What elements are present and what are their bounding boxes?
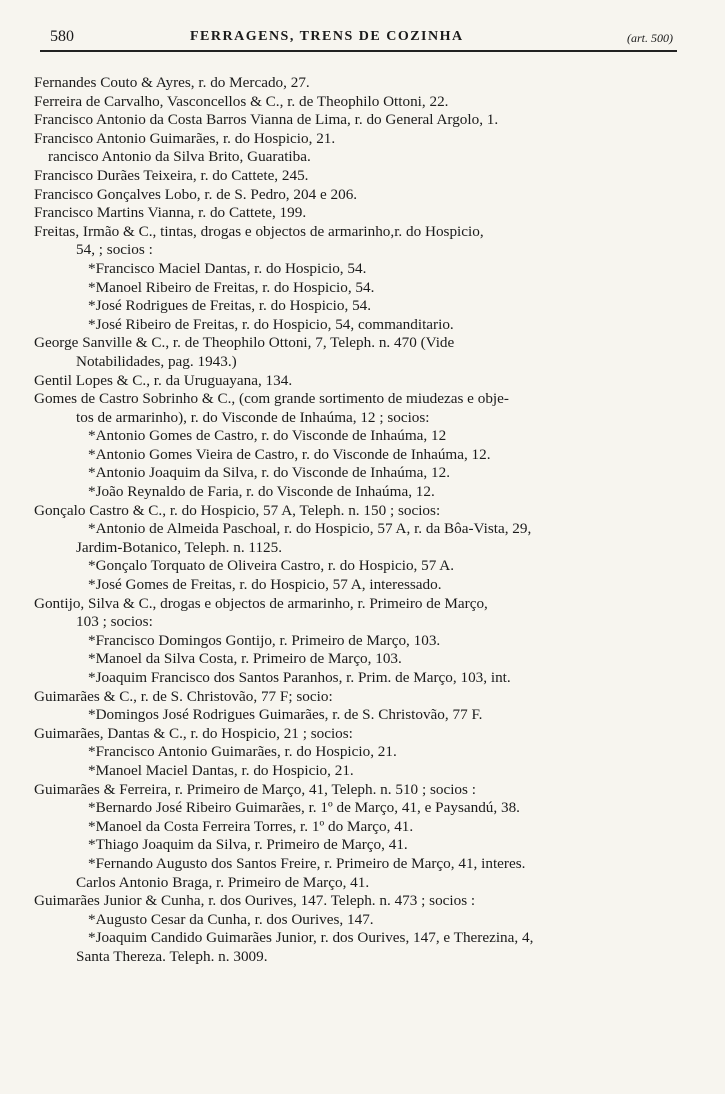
listing-line: Guimarães & Ferreira, r. Primeiro de Março, 41, Teleph. n. 510 ; socios : (34, 780, 476, 798)
listing-line: Francisco Antonio da Costa Barros Vianna de Lima, r. do General Argolo, 1. (34, 111, 499, 129)
listing-line: Carlos Antonio Braga, r. Primeiro de Março, 41. (76, 873, 370, 891)
listing-line: * Manoel Maciel Dantas, r. do Hospicio, 21. (32, 762, 685, 781)
listing-line: Francisco Martins Vianna, r. do Cattete, 199. (34, 204, 307, 222)
section-reference: (art. 500) (627, 31, 673, 45)
listing-line: * José Ribeiro de Freitas, r. do Hospicio, 54, commanditario. (32, 316, 685, 335)
listing-line: Jardim-Botanico, Teleph. n. 1125. (76, 538, 283, 556)
listing-line: * José Gomes de Freitas, r. do Hospicio, 57 A, interessado. (32, 576, 685, 595)
listing-line: * Manoel da Silva Costa, r. Primeiro de Março, 103. (32, 650, 685, 669)
listing-line: Francisco Antonio Guimarães, r. do Hospicio, 21. (34, 129, 336, 147)
listing-line: * Gonçalo Torquato de Oliveira Castro, r. do Hospicio, 57 A. (32, 557, 685, 576)
listing-line: Freitas, Irmão & C., tintas, drogas e objectos de armarinho,r. do Hospicio, (34, 222, 484, 240)
directory-listing (32, 74, 685, 967)
listing-line: Gomes de Castro Sobrinho & C., (com grande sortimento de miudezas e obje- (34, 390, 509, 408)
listing-line: * Manoel Ribeiro de Freitas, r. do Hospicio, 54. (32, 279, 685, 298)
listing-line: Santa Thereza. Teleph. n. 3009. (76, 947, 268, 965)
listing-line: * Antonio de Almeida Paschoal, r. do Hospicio, 57 A, r. da Bôa-Vista, 29, (32, 520, 685, 539)
listing-line: Guimarães, Dantas & C., r. do Hospicio, 21 ; socios: (34, 724, 353, 742)
listing-line: Guimarães & C., r. de S. Christovão, 77 F; socio: (34, 687, 333, 705)
listing-line: * Manoel da Costa Ferreira Torres, r. 1º do Março, 41. (32, 818, 685, 837)
listing-line: Ferreira de Carvalho, Vasconcellos & C., r. de Theophilo Ottoni, 22. (34, 92, 449, 110)
listing-line: * Fernando Augusto dos Santos Freire, r. Primeiro de Março, 41, interes. (32, 855, 685, 874)
listing-line: * Bernardo José Ribeiro Guimarães, r. 1º de Março, 41, e Paysandú, 38. (32, 799, 685, 818)
listing-line: * Antonio Gomes de Castro, r. do Visconde de Inhaúma, 12 (32, 427, 685, 446)
running-header (36, 28, 673, 50)
listing-line: * Joaquim Francisco dos Santos Paranhos, r. Prim. de Março, 103, int. (32, 669, 685, 688)
listing-line: * João Reynaldo de Faria, r. do Visconde de Inhaúma, 12. (32, 483, 685, 502)
listing-line: * Francisco Domingos Gontijo, r. Primeiro de Março, 103. (32, 632, 685, 651)
listing-line: * Domingos José Rodrigues Guimarães, r. de S. Christovão, 77 F. (32, 706, 685, 725)
listing-line: * Francisco Antonio Guimarães, r. do Hospicio, 21. (32, 743, 685, 762)
listing-line: * Francisco Maciel Dantas, r. do Hospicio, 54. (32, 260, 685, 279)
listing-line: Gontijo, Silva & C., drogas e objectos de armarinho, r. Primeiro de Março, (34, 594, 488, 612)
listing-line: Fernandes Couto & Ayres, r. do Mercado, 27. (34, 74, 310, 91)
listing-line: Francisco Gonçalves Lobo, r. de S. Pedro, 204 e 206. (34, 185, 358, 203)
listing-line: * Augusto Cesar da Cunha, r. dos Ourives, 147. (32, 911, 685, 930)
page-title: FERRAGENS, TRENS DE COZINHA (190, 29, 464, 44)
listing-line: tos de armarinho), r. do Visconde de Inhaúma, 12 ; socios: (76, 408, 430, 426)
listing-line: George Sanville & C., r. de Theophilo Ottoni, 7, Teleph. n. 470 (Vide (34, 334, 455, 352)
listing-line: * Antonio Joaquim da Silva, r. do Visconde de Inhaúma, 12. (32, 464, 685, 483)
listing-line: Gonçalo Castro & C., r. do Hospicio, 57 A, Teleph. n. 150 ; socios: (34, 501, 441, 519)
listing-line: Francisco Durães Teixeira, r. do Cattete, 245. (34, 166, 309, 184)
listing-line: rancisco Antonio da Silva Brito, Guaratiba. (48, 148, 311, 166)
listing-line: Guimarães Junior & Cunha, r. dos Ourives, 147. Teleph. n. 473 ; socios : (34, 892, 476, 910)
listing-line: * Joaquim Candido Guimarães Junior, r. dos Ourives, 147, e Therezina, 4, (32, 929, 685, 948)
header-rule (40, 50, 677, 52)
listing-line: Notabilidades, pag. 1943.) (76, 352, 237, 370)
listing-line: * Thiago Joaquim da Silva, r. Primeiro de Março, 41. (32, 836, 685, 855)
listing-line: * José Rodrigues de Freitas, r. do Hospicio, 54. (32, 297, 685, 316)
listing-line: Gentil Lopes & C., r. da Uruguayana, 134. (34, 371, 293, 389)
listing-line: 54, ; socios : (76, 241, 153, 259)
listing-line: 103 ; socios: (76, 613, 153, 631)
listing-line: * Antonio Gomes Vieira de Castro, r. do Visconde de Inhaúma, 12. (32, 446, 685, 465)
page-number: 580 (50, 28, 74, 45)
